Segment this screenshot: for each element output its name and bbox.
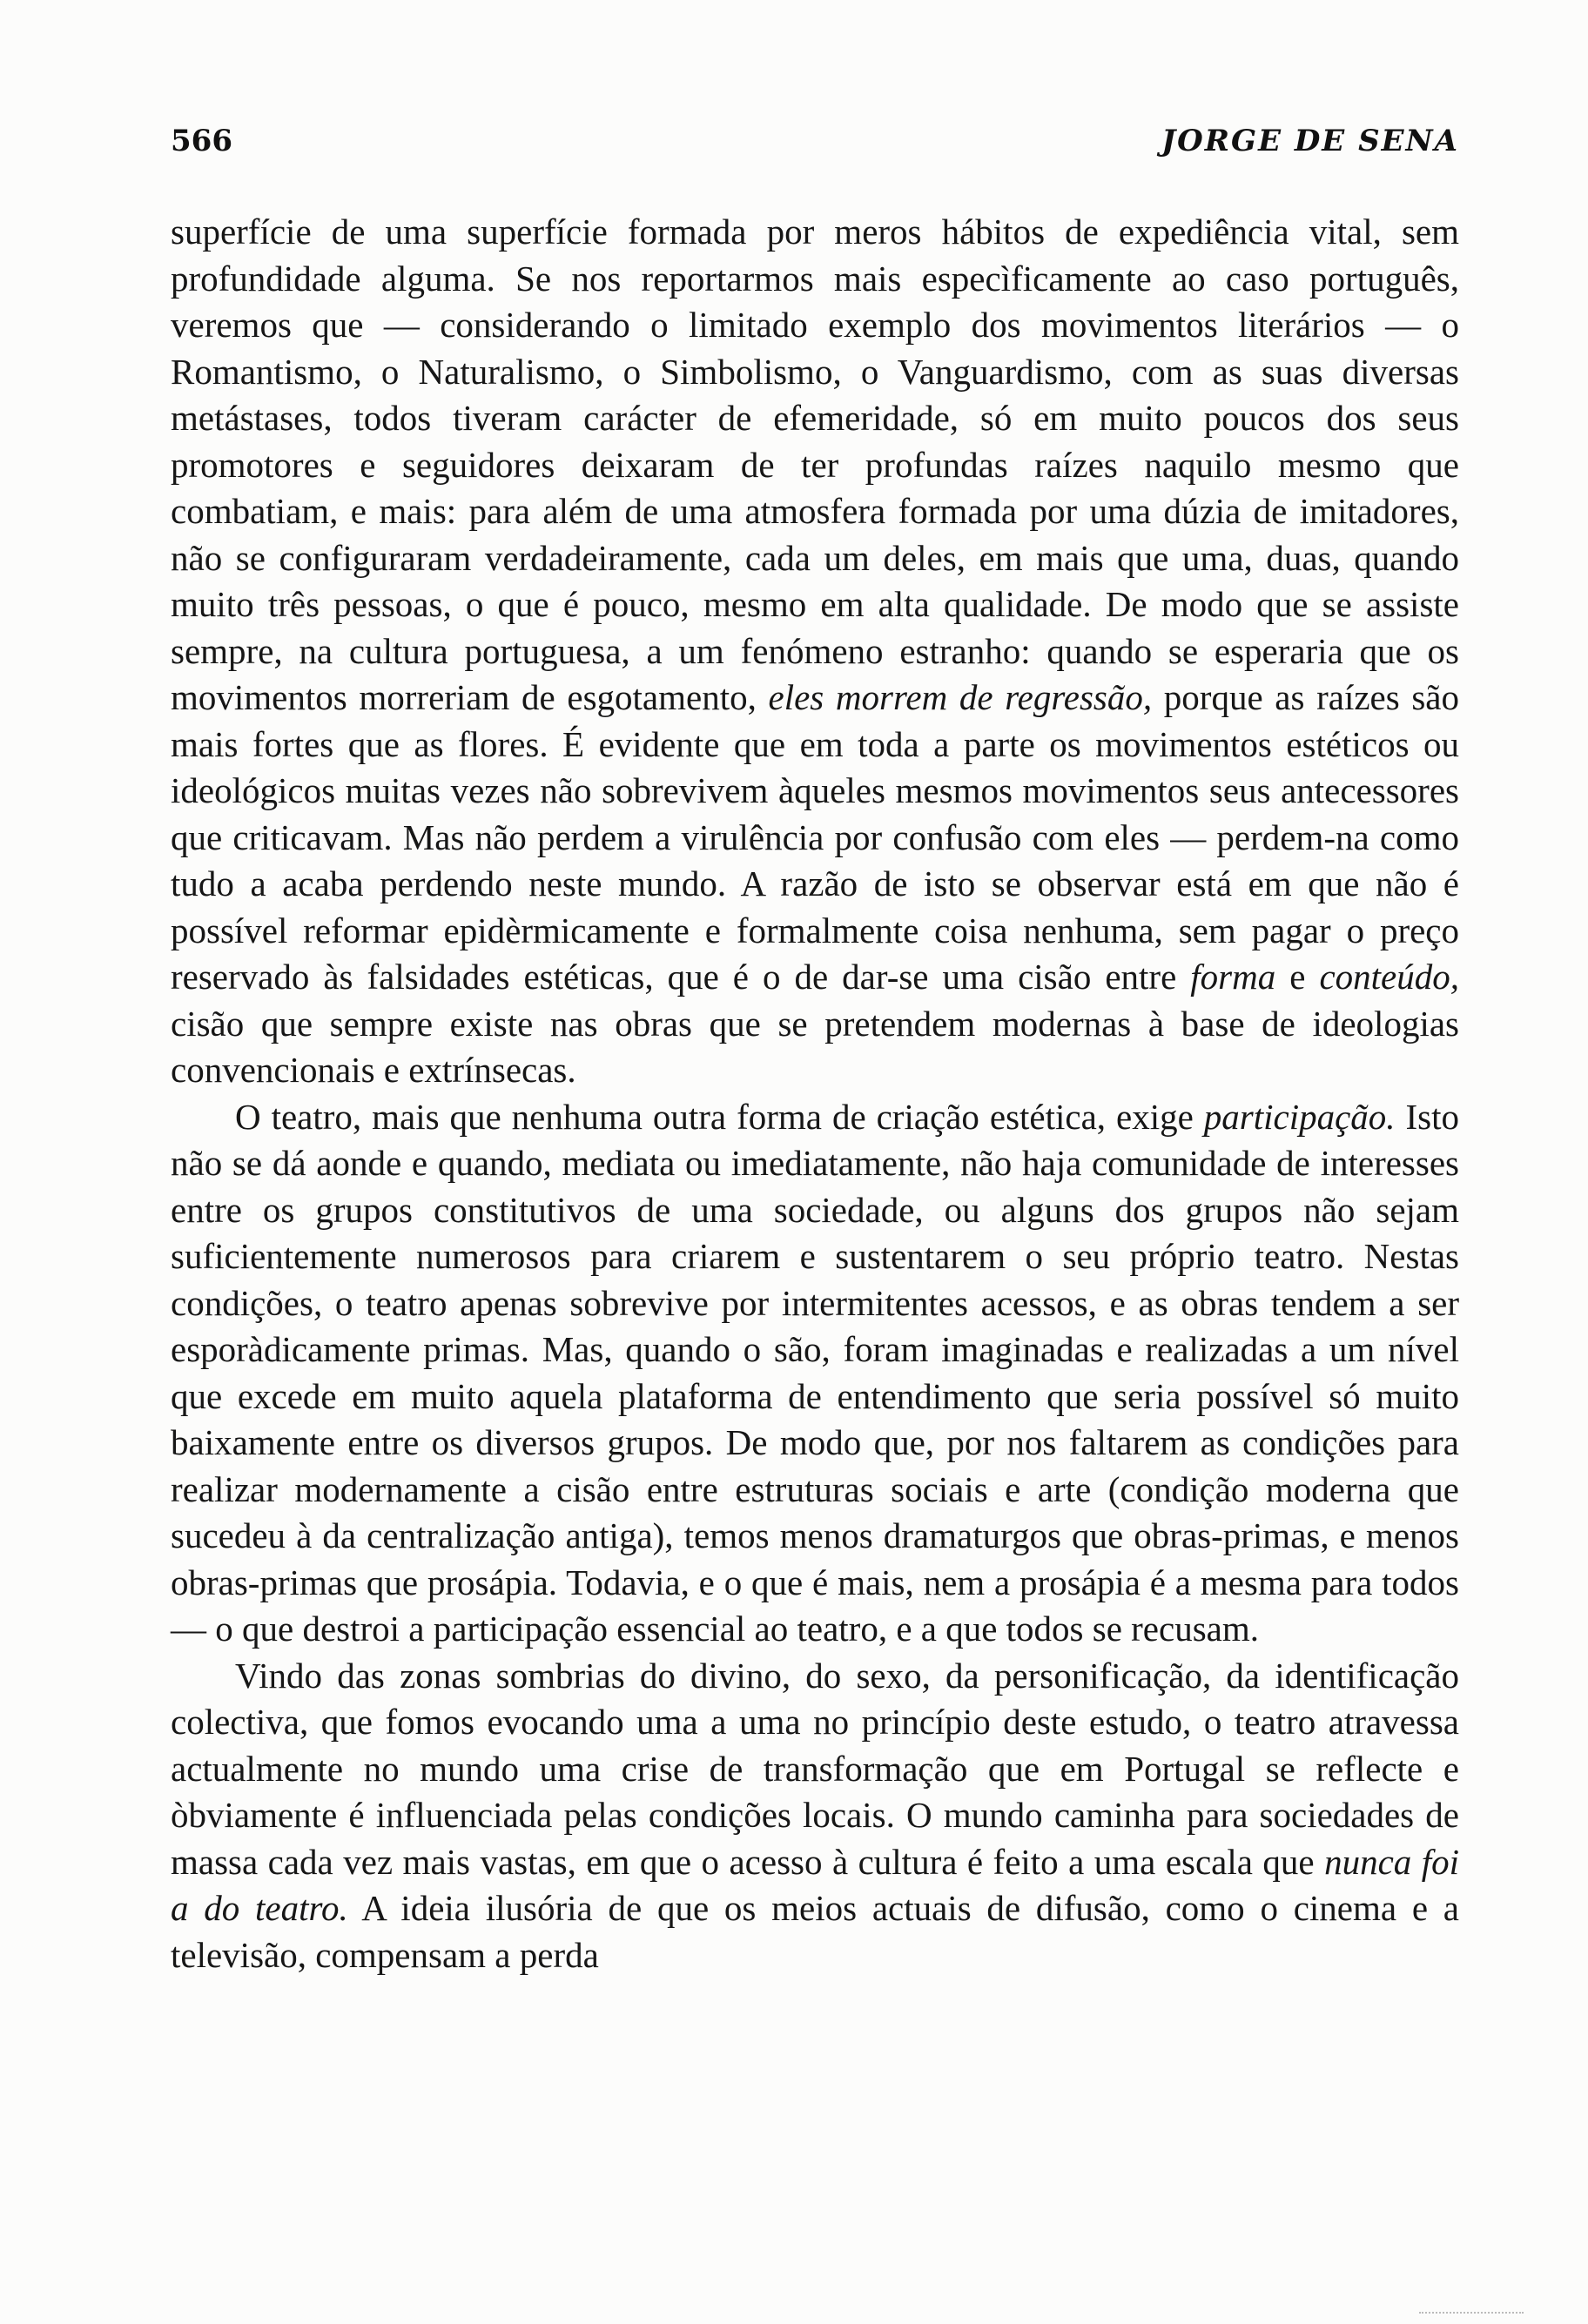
text-segment: cisão que sempre existe nas obras que se pretendem modernas à base de ideologias convencionais e extrínsecas. [171, 1003, 1459, 1090]
text-segment: e [1275, 957, 1320, 997]
page-number: 566 [171, 124, 232, 158]
text-segment: superfície de uma superfície formada por meros hábitos de expediência vital, sem profundidade alguma. Se nos reportarmos mais especìficamente ao caso português, veremos que — considerando o limitado exemplo dos movimentos literários — o Romantismo, o Naturalismo, o Simbolismo, o Vanguardismo, com as suas diversas metástases, todos tiveram carácter de efemeridade, só em muito poucos dos seus promotores e seguidores deixaram de ter profundas raízes naquilo mesmo que combatiam, e mais: para além de uma atmosfera formada por uma dúzia de imitadores, não se configuraram verdadeiramente, cada um deles, em mais que uma, duas, quando muito três pessoas, o que é pouco, mesmo em alta qualidade. De modo que se assiste sempre, na cultura portuguesa, a um fenómeno estranho: quando se esperaria que os movimentos morreriam de esgotamento, [171, 212, 1459, 717]
footer-rule [1419, 2312, 1524, 2314]
italic-segment: forma [1190, 957, 1276, 997]
text-segment: A ideia ilusória de que os meios actuais de difusão, como o cinema e a televisão, compensam a perda [171, 1888, 1459, 1975]
italic-segment: conteúdo, [1319, 957, 1459, 997]
italic-segment: participação. [1203, 1096, 1396, 1137]
text-segment: O teatro, mais que nenhuma outra forma de criação estética, exige [235, 1096, 1204, 1137]
text-segment: Isto não se dá aonde e quando, mediata ou imediatamente, não haja comunidade de interesses entre os grupos constitutivos de uma sociedade, ou alguns dos grupos não sejam suficientemente numerosos para criarem e sustentarem o seu próprio teatro. Nestas condições, o teatro apenas sobrevive por intermitentes acessos, e as obras tendem a ser esporàdicamente primas. Mas, quando o são, foram imaginadas e realizadas a um nível que excede em muito aquela plataforma de entendimento que seria possível só muito baixamente entre os diversos grupos. De modo que, por nos faltarem as condições para realizar modernamente a cisão entre estruturas sociais e arte (condição moderna que sucedeu à da centralização antiga), temos menos dramaturgos que obras-primas, e menos obras-primas que prosápia. Todavia, e o que é mais, nem a prosápia é a mesma para todos — o que destroi a participação essencial ao teatro, e a que todos se recusam. [171, 1096, 1460, 1649]
running-head [171, 124, 1459, 167]
body-text [171, 209, 1459, 1978]
paragraph-3 [171, 1653, 1459, 1979]
italic-segment: nunca foi a do teatro. [171, 1841, 1459, 1928]
italic-segment: eles morrem de regressão, [768, 677, 1153, 717]
text-segment: Vindo das zonas sombrias do divino, do sexo, da personificação, da identificação colectiva, que fomos evocando uma a uma no princípio deste estudo, o teatro atravessa actualmente no mundo uma crise de transformação que em Portugal se reflecte e òbviamente é influenciada pelas condições locais. O mundo caminha para sociedades de massa cada vez mais vastas, em que o acesso à cultura é feito a uma escala que [171, 1655, 1459, 1882]
text-segment: porque as raízes são mais fortes que as flores. É evidente que em toda a parte os movimentos estéticos ou ideológicos muitas vezes não sobrevivem àqueles mesmos movimentos seus antecessores que criticavam. Mas não perdem a virulência por confusão com eles — perdem-na como tudo a acaba perdendo neste mundo. A razão de isto se observar está em que não é possível reformar epidèrmicamente e formalmente coisa nenhuma, sem pagar o preço reservado às falsidades estéticas, que é o de dar-se uma cisão entre [171, 677, 1459, 997]
paragraph-2 [171, 1094, 1459, 1653]
running-title: JORGE DE SENA [1161, 124, 1459, 158]
paragraph-1 [171, 209, 1459, 1094]
